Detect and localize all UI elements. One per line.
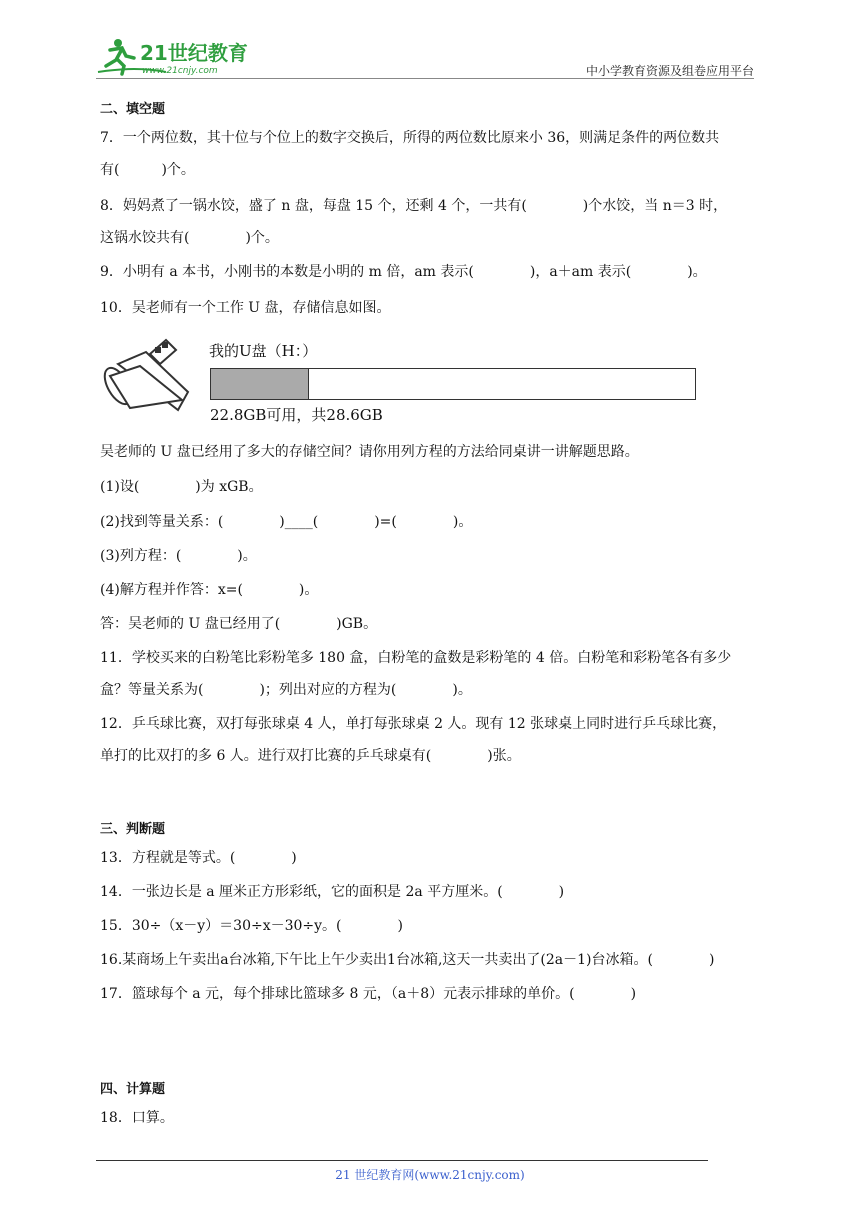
question-line: 17．篮球每个 a 元，每个排球比篮球多 8 元，（a＋8）元表示排球的单价。( ) [100,986,637,1002]
question-line: 12．乒乓球比赛，双打每张球桌 4 人，单打每张球桌 2 人。现有 12 张球桌上同时进行乒乓球比赛， [100,716,727,732]
question-line: 15．30÷（x－y）＝30÷x－30÷y。( ) [100,918,403,934]
question-line: 7．一个两位数，其十位与个位上的数字交换后，所得的两位数比原来小 36，则满足条件的两位数共 [100,130,720,146]
question-line: (1)设( )为 xGB。 [100,479,263,495]
question-line: 有( )个。 [100,162,195,178]
question-line: 答：吴老师的 U 盘已经用了( )GB。 [100,616,378,632]
footer-divider [96,1160,708,1161]
question-line: 14．一张边长是 a 厘米正方形彩纸，它的面积是 2a 平方厘米。( ) [100,884,565,900]
question-line: (4)解方程并作答：x=( )。 [100,582,319,598]
usb-title: 我的U盘（H：） [209,342,318,360]
usb-usage-bar [210,368,696,400]
question-line: (3)列方程：( )。 [100,548,257,564]
footer-text: 21 世纪教育网(www.21cnjy.com) [335,1168,525,1182]
question-line: 盒？等量关系为( )；列出对应的方程为( )。 [100,682,472,698]
section-heading: 二、填空题 [100,102,166,117]
header-divider [96,78,754,79]
question-line: 吴老师的 U 盘已经用了多大的存储空间？请你用列方程的方法给同桌讲一讲解题思路。 [100,444,639,460]
section-heading: 四、计算题 [100,1082,166,1097]
site-logo [96,36,266,76]
usb-used-fill [211,369,309,399]
question-line: 单打的比双打的多 6 人。进行双打比赛的乒乓球桌有( )张。 [100,748,521,764]
question-line: 9．小明有 a 本书，小刚书的本数是小明的 m 倍，am 表示( )，a＋am 表示( )。 [100,264,707,280]
usb-drive-icon [100,338,200,418]
question-line: 16.某商场上午卖出a台冰箱,下午比上午少卖出1台冰箱,这天一共卖出了(2a－1)台冰箱。( ) [100,952,715,968]
question-line: 11．学校买来的白粉笔比彩粉笔多 180 盒，白粉笔的盒数是彩粉笔的 4 倍。白粉笔和彩粉笔各有多少 [100,650,732,666]
question-line: 这锅水饺共有( )个。 [100,230,279,246]
question-line: 10．吴老师有一个工作 U 盘，存储信息如图。 [100,300,391,316]
question-line: 18．口算。 [100,1110,174,1126]
question-line: 13．方程就是等式。( ) [100,850,297,866]
section-heading: 三、判断题 [100,822,166,837]
question-line: (2)找到等量关系：( )____( )=( )。 [100,514,473,530]
usb-capacity-caption: 22.8GB可用，共28.6GB [210,406,383,424]
question-line: 8．妈妈煮了一锅水饺，盛了 n 盘，每盘 15 个，还剩 4 个，一共有( )个水饺，当 n＝3 时， [100,198,728,214]
platform-name: 中小学教育资源及组卷应用平台 [585,64,754,78]
logo-text: 21世纪教育 [140,41,248,65]
usb-figure [100,338,700,428]
logo-url: www.21cnjy.com [142,66,218,76]
